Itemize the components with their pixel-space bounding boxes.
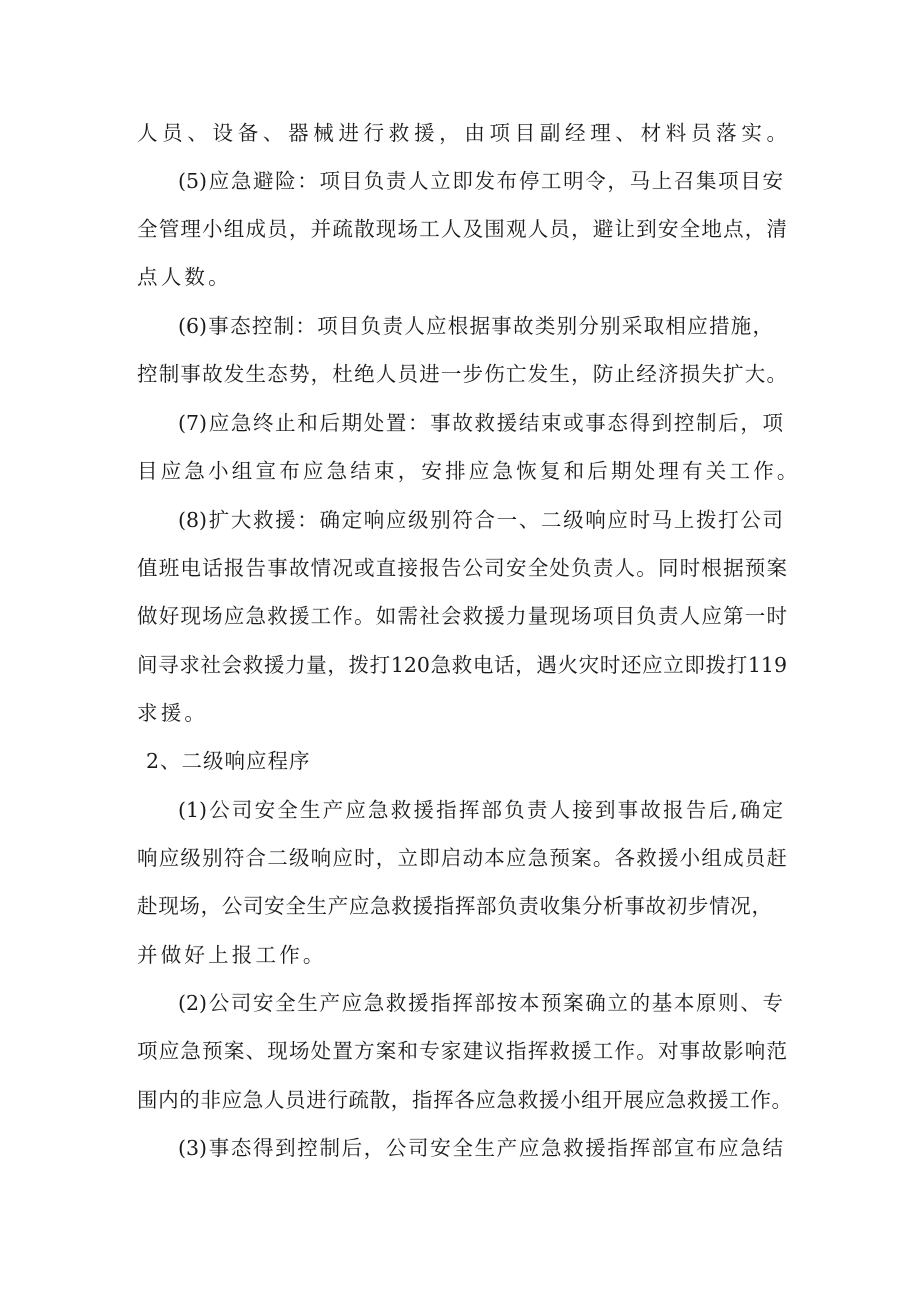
text-line: 人员、设备、器械进行救援，由项目副经理、材料员落实。 — [137, 121, 787, 145]
paragraph-3-start: (3)事态得到控制后，公司安全生产应急救援指挥部宣布应急结 — [178, 1136, 783, 1160]
text-line: 全管理小组成员，并疏散现场工人及围观人员，避让到安全地点，清 — [137, 217, 787, 241]
paragraph-2-start: (2)公司安全生产应急救援指挥部按本预案确立的基本原则、专 — [178, 991, 783, 1015]
text-line: 做好现场应急救援工作。如需社会救援力量现场项目负责人应第一时 — [137, 604, 787, 628]
text-line: 间寻求社会救援力量，拨打120急救电话，遇火灾时还应立即拨打119 — [137, 653, 787, 677]
text-line: 点人数。 — [137, 265, 232, 289]
paragraph-1-start: (1)公司安全生产应急救援指挥部负责人接到事故报告后,确定 — [178, 798, 783, 822]
paragraph-7-start: (7)应急终止和后期处置：事故救援结束或事态得到控制后，项 — [178, 411, 783, 435]
text-line: 值班电话报告事故情况或直接报告公司安全处负责人。同时根据预案 — [137, 556, 787, 580]
section-heading: 2、二级响应程序 — [146, 749, 311, 773]
text-line: 控制事故发生态势，杜绝人员进一步伤亡发生，防止经济损失扩大。 — [137, 362, 787, 386]
paragraph-5-start: (5)应急避险：项目负责人立即发布停工明令，马上召集项目安 — [178, 169, 783, 193]
text-line: 求援。 — [137, 701, 209, 725]
text-line: 并做好上报工作。 — [137, 943, 327, 967]
text-line: 赴现场，公司安全生产应急救援指挥部负责收集分析事故初步情况， — [137, 894, 772, 918]
text-line: 围内的非应急人员进行疏散，指挥各应急救援小组开展应急救援工作。 — [137, 1088, 792, 1112]
text-line: 目应急小组宣布应急结束，安排应急恢复和后期处理有关工作。 — [137, 459, 801, 483]
text-line: 项应急预案、现场处置方案和专家建议指挥救援工作。对事故影响范 — [137, 1039, 787, 1063]
paragraph-8-start: (8)扩大救援：确定响应级别符合一、二级响应时马上拨打公司 — [178, 508, 783, 532]
text-line: 响应级别符合二级响应时，立即启动本应急预案。各救援小组成员赶 — [137, 846, 787, 870]
paragraph-6-start: (6)事态控制：项目负责人应根据事故类别分别采取相应措施， — [178, 314, 773, 338]
